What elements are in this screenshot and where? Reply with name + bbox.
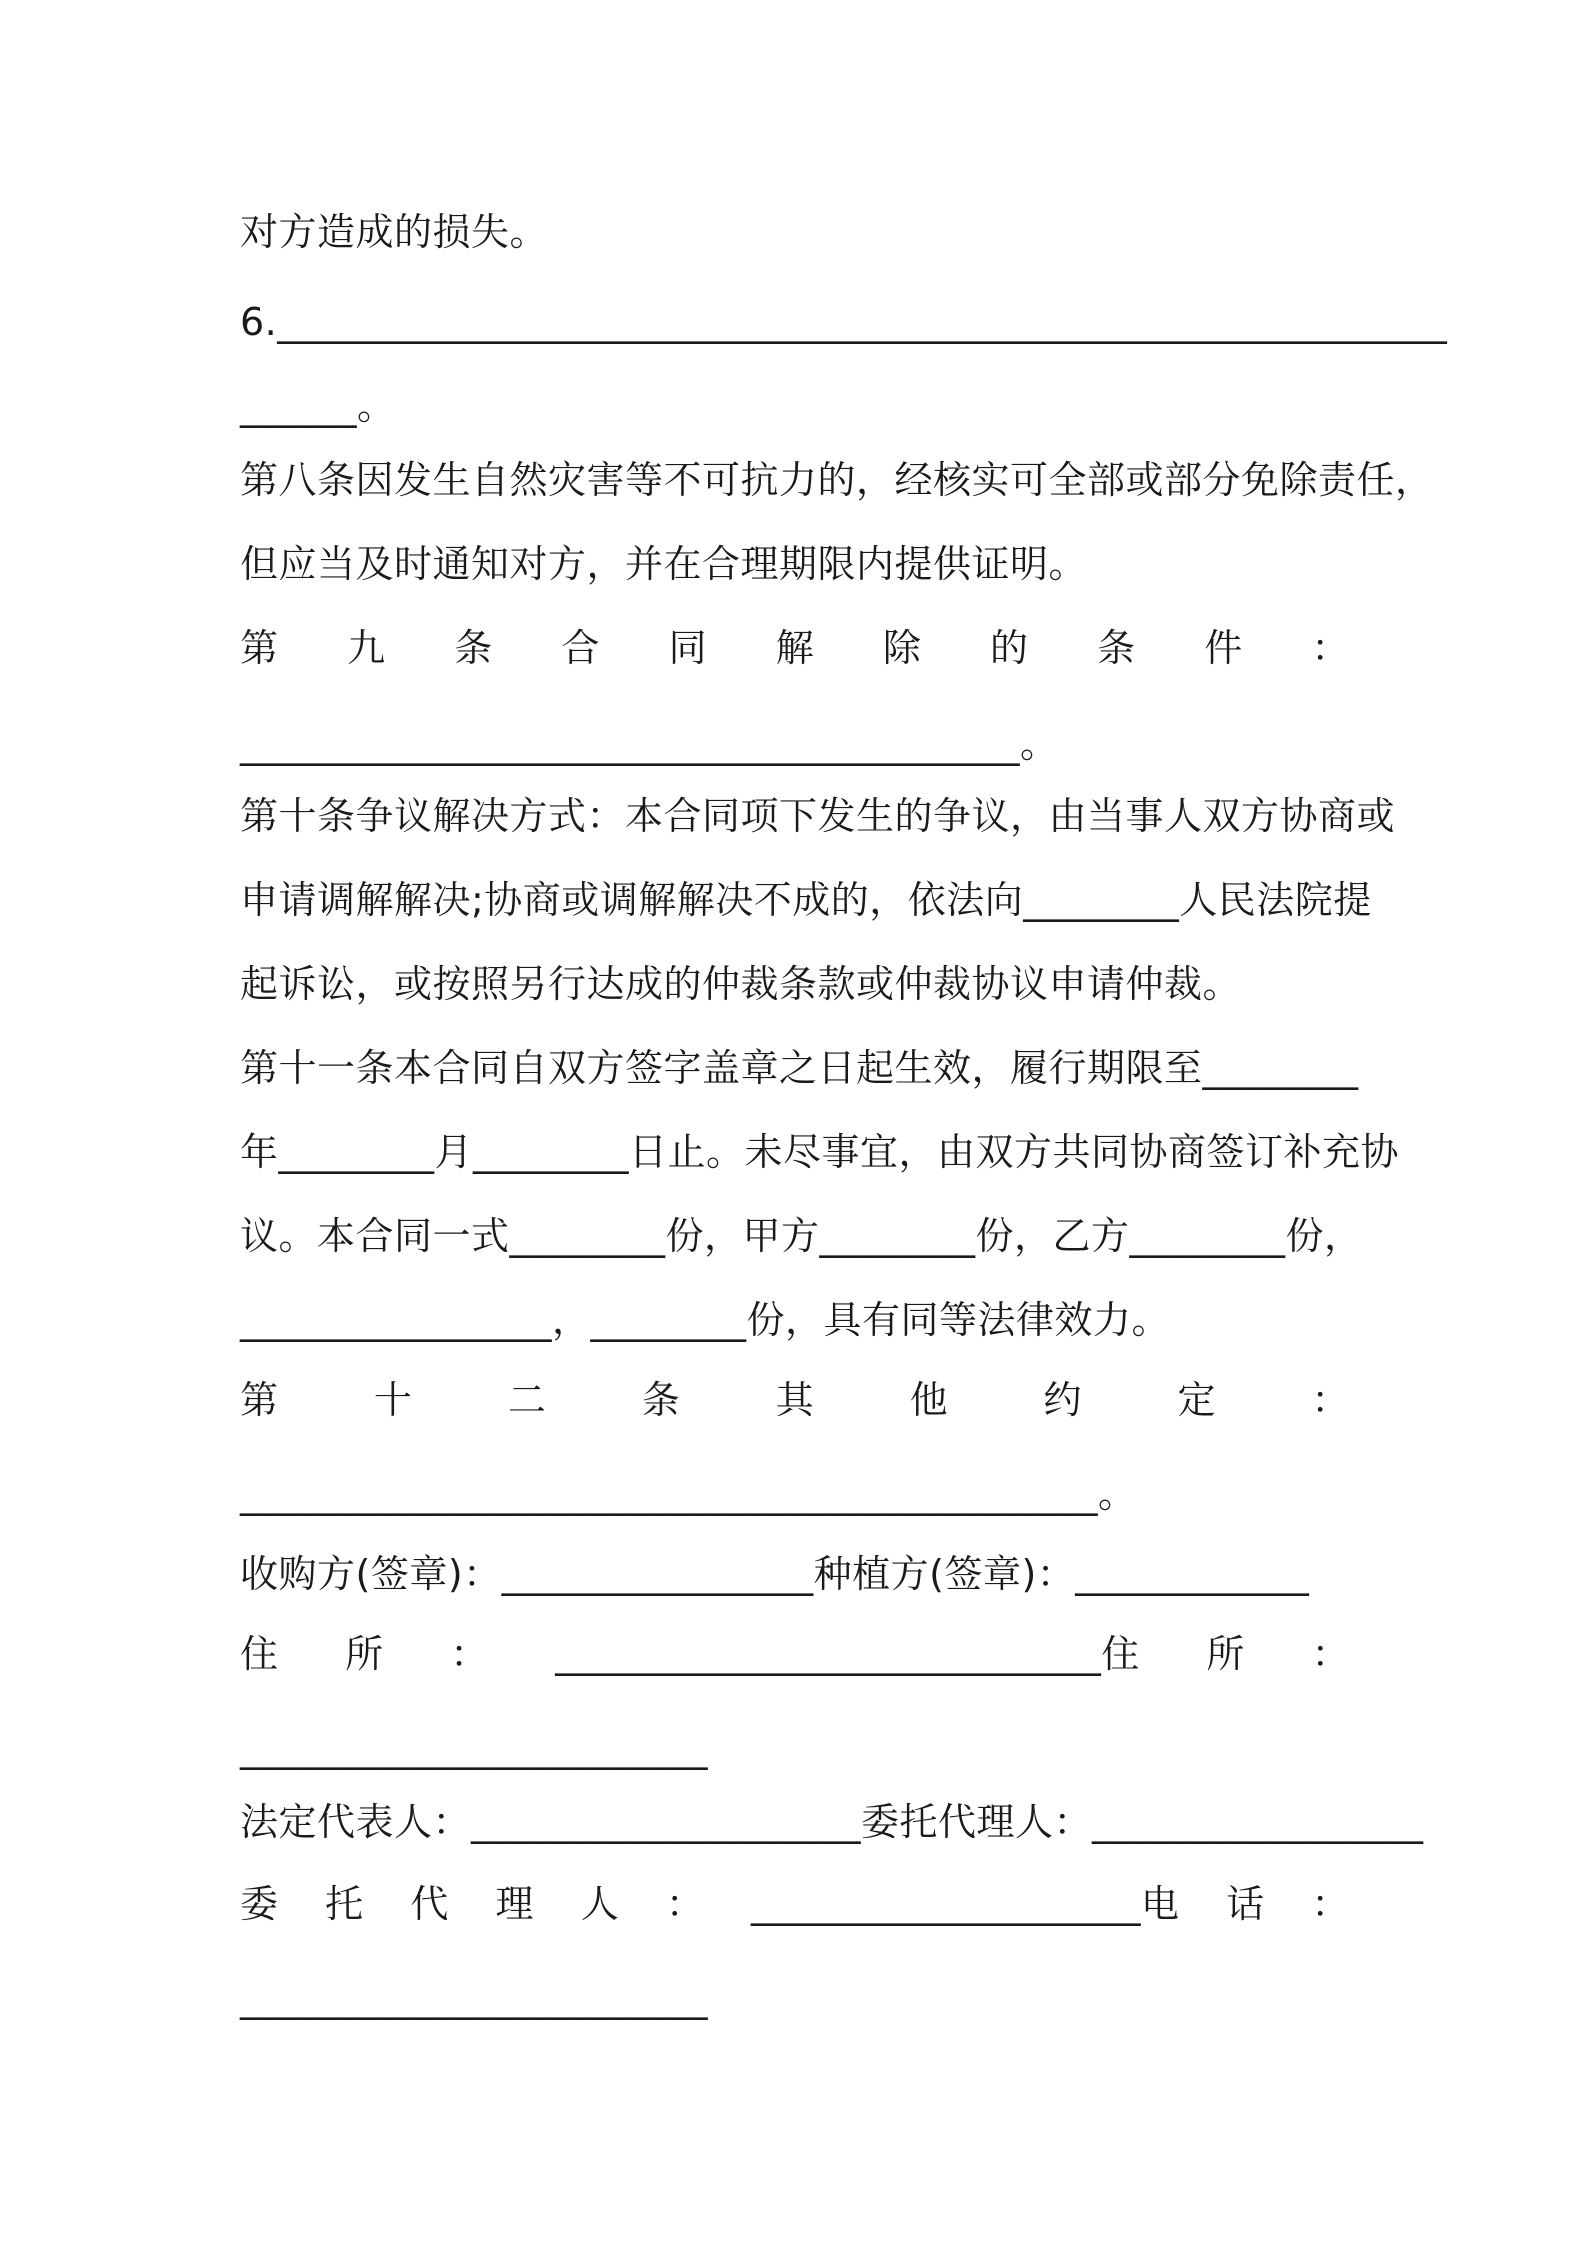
- clause-6-blank-cont: ______。: [240, 384, 396, 428]
- char: 条: [454, 626, 493, 670]
- phone-blank-cont: ________________________: [240, 1976, 708, 2020]
- article-10-line-2: 申请调解解决;协商或调解解决不成的，依法向________人民法院提: [240, 878, 1372, 922]
- char: 其: [775, 1378, 815, 1422]
- article-12-heading: [240, 1376, 1350, 1424]
- char: 第: [240, 1378, 279, 1422]
- article-8-line-1: 第八条因发生自然灾害等不可抗力的，经核实可全部或部分免除责任，: [240, 458, 1434, 502]
- char: 代: [410, 1882, 449, 1926]
- char: 件: [1204, 626, 1243, 670]
- char: ：: [450, 1632, 489, 1676]
- char: 的: [989, 626, 1029, 670]
- article-10-line-3: 起诉讼，或按照另行达成的仲裁条款或仲裁协议申请仲裁。: [240, 962, 1242, 1006]
- char: 同: [668, 626, 708, 670]
- article-11-line-1: 第十一条本合同自双方签字盖章之日起生效，履行期限至________: [240, 1046, 1359, 1090]
- char: ：: [1311, 626, 1350, 670]
- char: 条: [641, 1378, 681, 1422]
- char: ：: [1311, 1378, 1350, 1422]
- article-10-line-1: 第十条争议解决方式：本合同项下发生的争议，由当事人双方协商或: [240, 794, 1396, 838]
- article-12-blank: ____________________________________________。: [240, 1472, 1137, 1516]
- article-9-blank: ________________________________________。: [240, 722, 1059, 766]
- char: ：: [665, 1882, 705, 1926]
- char: 二: [507, 1378, 547, 1422]
- char: 九: [347, 626, 386, 670]
- char: 人: [580, 1882, 620, 1926]
- char: 所: [345, 1632, 384, 1676]
- article-9-heading: [240, 624, 1350, 672]
- char: 解: [775, 626, 815, 670]
- char: ：: [1311, 1882, 1350, 1926]
- char: 约: [1043, 1378, 1083, 1422]
- paragraph-loss: 对方造成的损失。: [240, 210, 549, 254]
- char: 他: [909, 1378, 949, 1422]
- char: 除: [882, 626, 922, 670]
- char: 合: [561, 626, 600, 670]
- char: 十: [373, 1378, 413, 1422]
- char: 话: [1226, 1882, 1265, 1926]
- article-11-line-2: 年________月________日止。未尽事宜，由双方共同协商签订补充协: [240, 1130, 1400, 1174]
- legal-representative-row: 法定代表人：____________________委托代理人：_________________: [240, 1800, 1424, 1844]
- char: 第: [240, 626, 279, 670]
- char: 托: [325, 1882, 364, 1926]
- char: ：: [1311, 1632, 1350, 1676]
- article-11-line-3: 议。本合同一式________份，甲方________份，乙方________份，: [240, 1214, 1363, 1258]
- address-row: [240, 1630, 1350, 1678]
- char: 委: [240, 1882, 279, 1926]
- address-blank: ____________________________住: [555, 1632, 1140, 1676]
- char: 定: [1177, 1378, 1216, 1422]
- char: 条: [1097, 626, 1136, 670]
- clause-6-blank: 6.____________________________________________________________: [240, 300, 1448, 344]
- address-blank-cont: ________________________: [240, 1726, 708, 1770]
- agent-blank: ____________________电: [751, 1882, 1180, 1926]
- char: 所: [1206, 1632, 1245, 1676]
- char: 住: [240, 1632, 279, 1676]
- article-11-line-4: ________________，________份，具有同等法律效力。: [240, 1298, 1171, 1342]
- signature-parties: 收购方(签章)：________________种植方(签章)：____________: [240, 1552, 1310, 1596]
- article-8-line-2: 但应当及时通知对方，并在合理期限内提供证明。: [240, 542, 1088, 586]
- char: 理: [495, 1882, 535, 1926]
- agent-phone-row: [240, 1880, 1350, 1928]
